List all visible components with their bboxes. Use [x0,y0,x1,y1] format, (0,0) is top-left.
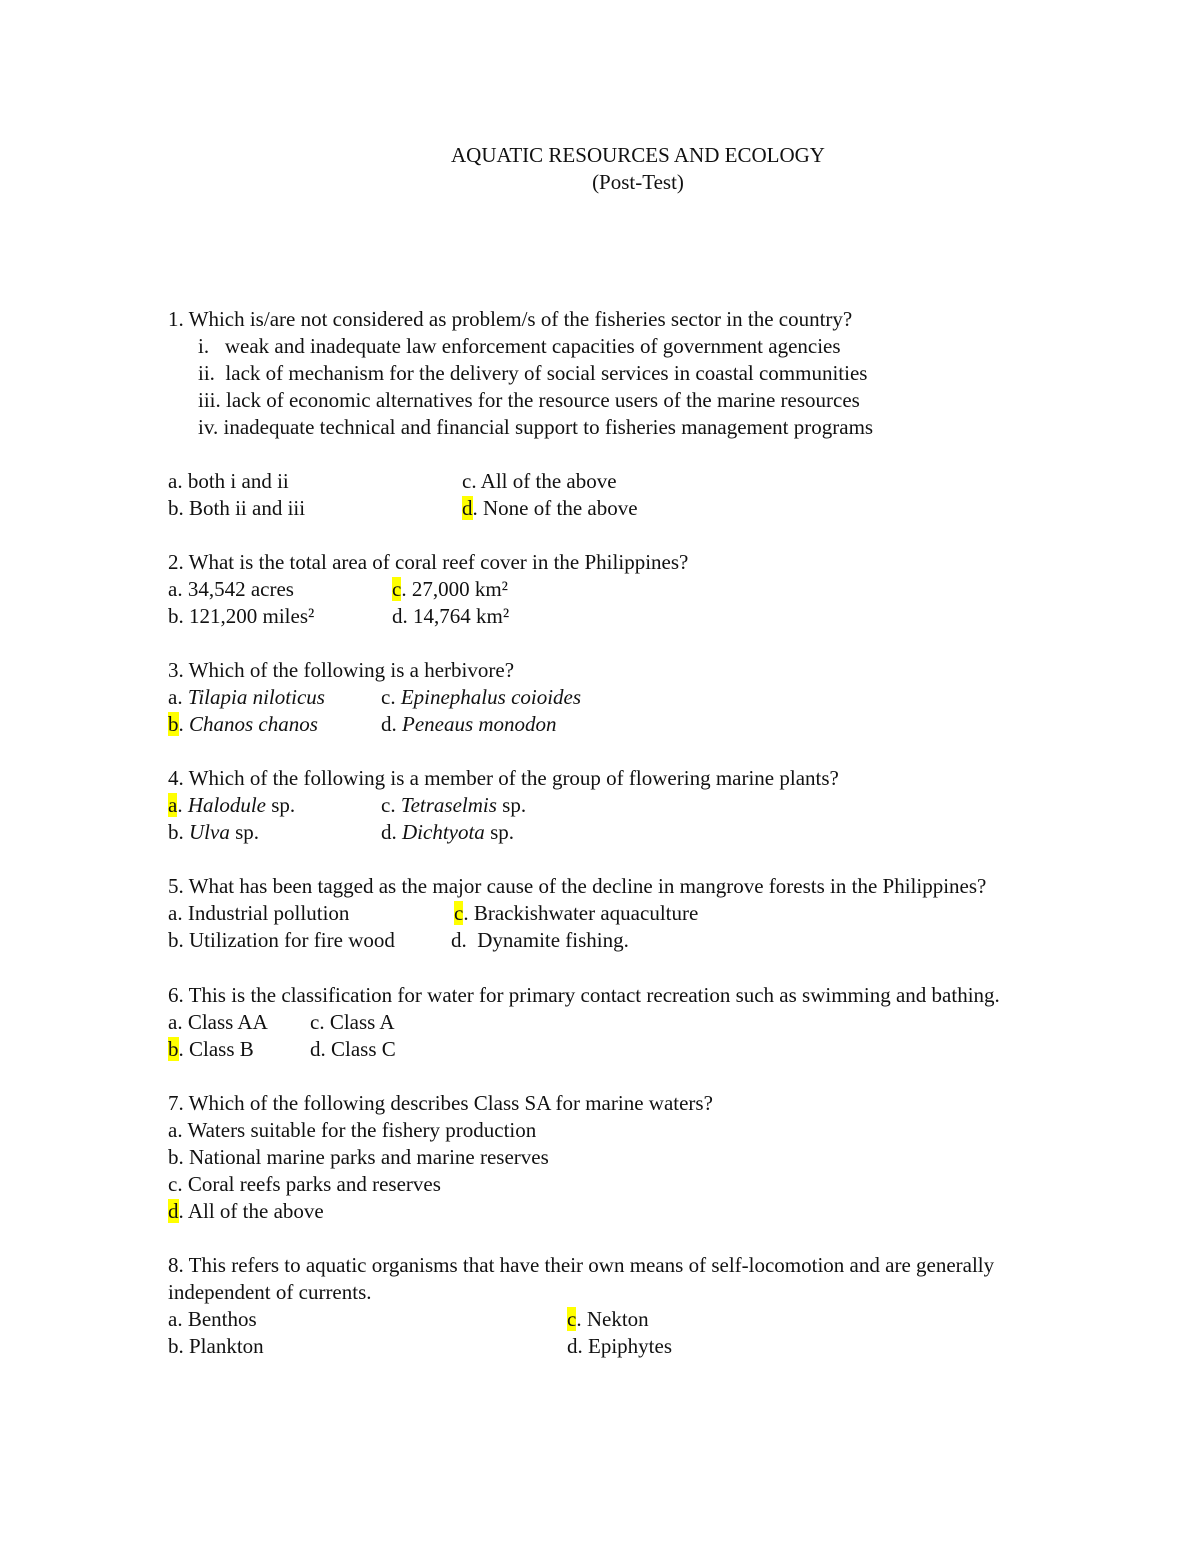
question-4: 4. Which of the following is a member of the group of flowering marine plants? [168,766,839,790]
question-6: 6. This is the classification for water for primary contact recreation such as swimming and bathing. [168,983,1000,1007]
option: a. Tilapia niloticus [168,685,325,709]
option-answer: c. Nekton [567,1307,649,1331]
answer-highlight: c [454,901,464,925]
option: d. Dynamite fishing. [451,928,629,952]
option: d. Epiphytes [567,1334,672,1358]
option-answer: b. Chanos chanos [168,712,318,736]
option: a. Benthos [168,1307,257,1331]
question-8-continued: independent of currents. [168,1280,372,1304]
option: c. Class A [310,1010,395,1034]
question-1-item-iv: iv. inadequate technical and financial support to fisheries management programs [198,415,874,439]
option: c. Coral reefs parks and reserves [168,1172,441,1196]
option-answer: b. Class B [168,1037,254,1061]
document-title: AQUATIC RESOURCES AND ECOLOGY [451,143,825,167]
option: d. 14,764 km² [392,604,510,628]
answer-highlight: d [462,496,473,520]
answer-highlight: b [168,1037,179,1061]
option-answer: a. Halodule sp. [168,793,296,817]
option: c. Epinephalus coioides [381,685,582,709]
answer-highlight: d [168,1199,179,1223]
option: d. Class C [310,1037,396,1061]
question-1-item-iii: iii. lack of economic alternatives for the resource users of the marine resources [198,388,860,412]
option: d. Peneaus monodon [381,712,557,736]
option-answer: d. None of the above [462,496,638,520]
answer-highlight: c [392,577,402,601]
question-number: 1. [168,307,184,331]
option: b. National marine parks and marine reserves [168,1145,549,1169]
option: b. Utilization for fire wood [168,928,395,952]
option: b. Plankton [168,1334,264,1358]
option-answer: d. All of the above [168,1199,324,1223]
option: d. Dichtyota sp. [381,820,514,844]
question-8: 8. This refers to aquatic organisms that have their own means of self-locomotion and are generally [168,1253,995,1277]
option-answer: c. 27,000 km² [392,577,508,601]
question-1 [168,306,852,333]
option: a. Class AA [168,1010,268,1034]
question-text: Which is/are not considered as problem/s of the fisheries sector in the country? [188,307,853,331]
question-7: 7. Which of the following describes Class SA for marine waters? [168,1091,713,1115]
option: a. 34,542 acres [168,577,294,601]
question-5: 5. What has been tagged as the major cause of the decline in mangrove forests in the Philippines? [168,874,987,898]
option: a. Industrial pollution [168,901,350,925]
option-answer: c. Brackishwater aquaculture [454,901,699,925]
question-3: 3. Which of the following is a herbivore? [168,658,515,682]
option: a. Waters suitable for the fishery production [168,1118,537,1142]
document-subtitle: (Post-Test) [592,170,684,194]
option: b. Both ii and iii [168,496,306,520]
answer-highlight: b [168,712,179,736]
answer-highlight: c [567,1307,577,1331]
option: b. 121,200 miles² [168,604,315,628]
option: b. Ulva sp. [168,820,260,844]
option: c. Tetraselmis sp. [381,793,527,817]
option: c. All of the above [462,469,617,493]
question-1-item-ii: ii. lack of mechanism for the delivery of social services in coastal communities [198,361,868,385]
question-1-item-i: i. weak and inadequate law enforcement capacities of government agencies [198,334,841,358]
question-2: 2. What is the total area of coral reef cover in the Philippines? [168,550,689,574]
answer-highlight: a [168,793,178,817]
option: a. both i and ii [168,469,289,493]
